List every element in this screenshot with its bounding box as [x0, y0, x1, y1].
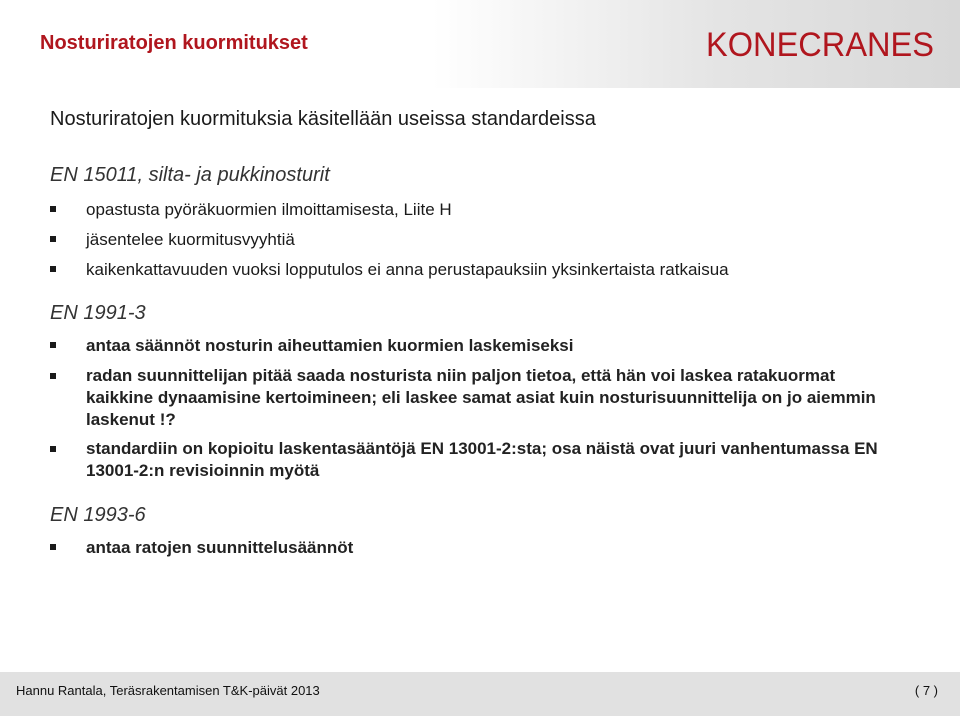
header-bar	[0, 0, 960, 88]
logo-text: KONECRANES	[706, 26, 934, 60]
slide: Nosturiratojen kuormitukset KONECRANES Nosturiratojen kuormituksia käsitellään useissa standardeissa EN 15011, silta- ja pukkinosturit opastusta pyöräkuormien ilmoittamisesta, Liite H jäsentelee kuormitusvyyhtiä kaikenkattavuuden vuoksi lopputulos ei anna perustapauksiin yksinkertaista ratkaisua EN 1991-3 antaa säännöt nosturin aiheuttamien kuormien laskemiseksi radan suunnittelijan pitää saada nosturista niin paljon tietoa, että hän voi laskea ratakuormat kaikkine dynaamisine kertoimineen; eli laskee samat asiat kuin nosturisuunnittelija on jo aiemmin laskenut !? standardiin on kopioitu laskentasääntöjä EN 13001-2:sta; osa näistä ovat juuri vanhentumassa EN 13001-2:n revisioinnin myötä EN 1993-6 antaa ratojen suunnittelusäännöt Hannu Rantala, Teräsrakentamisen T&K-päivät 2013 ( 7 )	[0, 0, 960, 716]
section-title-en15011: EN 15011, silta- ja pukkinosturit	[50, 164, 330, 186]
section-title-en1991-3: EN 1991-3	[50, 302, 146, 324]
section-title-en1993-6: EN 1993-6	[50, 504, 146, 526]
bullet-marker	[50, 266, 56, 272]
footer-credit	[16, 683, 320, 698]
bullet-marker	[50, 373, 56, 379]
bullet-marker	[50, 342, 56, 348]
bullet-marker	[50, 236, 56, 242]
page-number: ( 7 )	[914, 683, 938, 698]
footer-bar	[0, 672, 960, 716]
footer-event: , Teräsrakentamisen T&K-päivät 2013	[102, 683, 320, 698]
bullet-marker	[50, 206, 56, 212]
bullet-marker	[50, 446, 56, 452]
slide-title: Nosturiratojen kuormitukset	[40, 32, 308, 54]
konecranes-logo	[706, 26, 936, 60]
footer-author: Hannu Rantala	[16, 683, 103, 698]
main-heading: Nosturiratojen kuormituksia käsitellään useissa standardeissa	[50, 108, 596, 130]
bullet-marker	[50, 544, 56, 550]
